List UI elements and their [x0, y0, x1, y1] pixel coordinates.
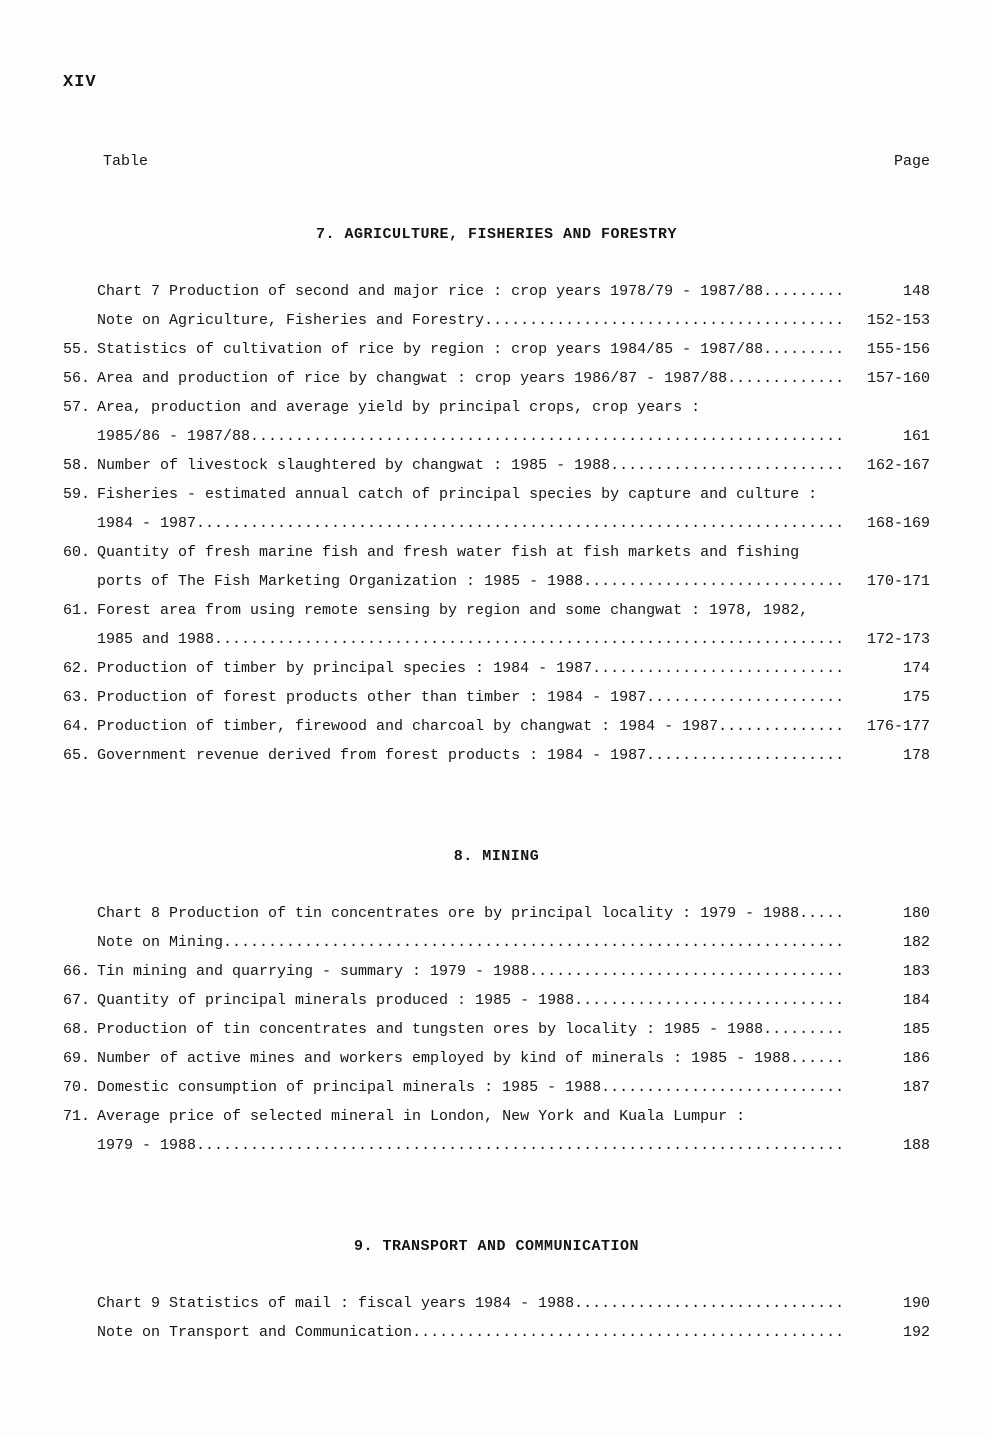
entry-text: Statistics of cultivation of rice by region : crop years 1984/85 - 1987/88 — [97, 341, 764, 358]
entry-number: 68. — [63, 1021, 91, 1038]
entry-text: Tin mining and quarrying - summary : 1979 - 1988 — [97, 963, 530, 980]
toc-row — [63, 1015, 930, 1044]
entry-page-number: 157-160 — [866, 370, 930, 387]
dot-leader — [763, 277, 842, 306]
dot-leader — [196, 509, 842, 538]
entry-page-number: 187 — [902, 1079, 930, 1096]
entry-number: 60. — [63, 544, 91, 561]
entry-page-number: 161 — [902, 428, 930, 445]
entry-page-number: 185 — [902, 1021, 930, 1038]
section-entries — [63, 277, 930, 770]
section-heading: 7. AGRICULTURE, FISHERIES AND FORESTRY — [315, 226, 678, 243]
entry-text: Chart 9 Statistics of mail : fiscal years 1984 - 1988 — [97, 1295, 575, 1312]
dot-leader — [529, 957, 842, 986]
entry-number: 70. — [63, 1079, 91, 1096]
entry-text: Area and production of rice by changwat : crop years 1986/87 - 1987/88 — [97, 370, 728, 387]
toc-row — [63, 480, 930, 509]
dot-leader — [799, 899, 842, 928]
entry-text: Domestic consumption of principal minerals : 1985 - 1988 — [97, 1079, 602, 1096]
entry-text: Production of forest products other than timber : 1984 - 1987 — [97, 689, 647, 706]
entry-page-number: 182 — [902, 934, 930, 951]
entry-text: Area, production and average yield by principal crops, crop years : — [97, 399, 701, 416]
entry-page-number: 192 — [902, 1324, 930, 1341]
entry-number: 58. — [63, 457, 91, 474]
toc-section — [63, 220, 930, 770]
toc-row — [63, 451, 930, 480]
entry-page-number: 178 — [902, 747, 930, 764]
dot-leader — [214, 625, 842, 654]
entry-text: Chart 8 Production of tin concentrates ore by principal locality : 1979 - 1988 — [97, 905, 800, 922]
entry-number: 56. — [63, 370, 91, 387]
entry-number: 66. — [63, 963, 91, 980]
dot-leader — [574, 986, 842, 1015]
dot-leader — [412, 1318, 842, 1347]
toc-row — [63, 899, 930, 928]
section-entries — [63, 899, 930, 1160]
entry-number: 59. — [63, 486, 91, 503]
toc-row — [63, 1131, 930, 1160]
entry-text: Production of timber by principal species : 1984 - 1987 — [97, 660, 593, 677]
toc-row — [63, 306, 930, 335]
folio-page-number: XIV — [63, 73, 97, 92]
entry-text: Government revenue derived from forest products : 1984 - 1987 — [97, 747, 647, 764]
entry-number: 69. — [63, 1050, 91, 1067]
toc-section — [63, 1232, 930, 1347]
entry-text: Production of timber, firewood and charcoal by changwat : 1984 - 1987 — [97, 718, 719, 735]
dot-leader — [727, 364, 842, 393]
entry-text: Note on Transport and Communication — [97, 1324, 413, 1341]
toc-row — [63, 277, 930, 306]
section-heading: 9. TRANSPORT AND COMMUNICATION — [353, 1238, 640, 1255]
toc-row — [63, 1318, 930, 1347]
entry-page-number: 175 — [902, 689, 930, 706]
entry-page-number: 190 — [902, 1295, 930, 1312]
dot-leader — [223, 928, 842, 957]
dot-leader — [250, 422, 842, 451]
toc-row — [63, 1044, 930, 1073]
entry-page-number: 174 — [902, 660, 930, 677]
entry-number: 67. — [63, 992, 91, 1009]
toc-column-headers — [63, 147, 930, 176]
toc-row — [63, 957, 930, 986]
entry-text: Note on Mining — [97, 934, 224, 951]
entry-text: 1984 - 1987 — [97, 515, 197, 532]
entry-text: Number of livestock slaughtered by changwat : 1985 - 1988 — [97, 457, 611, 474]
dot-leader — [583, 567, 842, 596]
table-column-label: Table — [103, 153, 149, 170]
entry-number: 65. — [63, 747, 91, 764]
section-heading: 8. MINING — [453, 848, 540, 865]
toc-section — [63, 842, 930, 1160]
entry-text: 1979 - 1988 — [97, 1137, 197, 1154]
entry-page-number: 170-171 — [866, 573, 930, 590]
entry-text: Number of active mines and workers employed by kind of minerals : 1985 - 1988 — [97, 1050, 791, 1067]
entry-number: 64. — [63, 718, 91, 735]
entry-number: 63. — [63, 689, 91, 706]
toc-row — [63, 1073, 930, 1102]
dot-leader — [610, 451, 842, 480]
entry-text: ports of The Fish Marketing Organization : 1985 - 1988 — [97, 573, 584, 590]
entry-page-number: 188 — [902, 1137, 930, 1154]
dot-leader — [790, 1044, 842, 1073]
toc-row — [63, 567, 930, 596]
entry-text: Quantity of fresh marine fish and fresh water fish at fish markets and fishing — [97, 544, 800, 561]
entry-page-number: 152-153 — [866, 312, 930, 329]
toc-row — [63, 712, 930, 741]
toc-row — [63, 335, 930, 364]
entry-text: 1985 and 1988 — [97, 631, 215, 648]
entry-text: Production of tin concentrates and tungsten ores by locality : 1985 - 1988 — [97, 1021, 764, 1038]
toc-row — [63, 364, 930, 393]
dot-leader — [763, 1015, 842, 1044]
entry-text: Note on Agriculture, Fisheries and Forestry — [97, 312, 485, 329]
dot-leader — [646, 741, 842, 770]
entry-page-number: 162-167 — [866, 457, 930, 474]
dot-leader — [484, 306, 842, 335]
entry-text: Chart 7 Production of second and major rice : crop years 1978/79 - 1987/88 — [97, 283, 764, 300]
section-entries — [63, 1289, 930, 1347]
dot-leader — [592, 654, 842, 683]
entry-number: 62. — [63, 660, 91, 677]
entry-page-number: 155-156 — [866, 341, 930, 358]
entry-number: 61. — [63, 602, 91, 619]
toc-row — [63, 1289, 930, 1318]
dot-leader — [196, 1131, 842, 1160]
entry-page-number: 172-173 — [866, 631, 930, 648]
entry-text: Quantity of principal minerals produced : 1985 - 1988 — [97, 992, 575, 1009]
toc-row — [63, 393, 930, 422]
entry-page-number: 148 — [902, 283, 930, 300]
dot-leader — [601, 1073, 842, 1102]
toc-row — [63, 422, 930, 451]
dot-leader — [763, 335, 842, 364]
toc-row — [63, 596, 930, 625]
toc-row — [63, 1102, 930, 1131]
page-column-label: Page — [893, 153, 930, 170]
table-of-contents — [63, 220, 930, 1347]
entry-page-number: 176-177 — [866, 718, 930, 735]
entry-text: Fisheries - estimated annual catch of principal species by capture and culture : — [97, 486, 818, 503]
entry-page-number: 183 — [902, 963, 930, 980]
entry-number: 57. — [63, 399, 91, 416]
entry-number: 55. — [63, 341, 91, 358]
toc-row — [63, 625, 930, 654]
entry-text: Forest area from using remote sensing by region and some changwat : 1978, 1982, — [97, 602, 809, 619]
toc-row — [63, 509, 930, 538]
toc-row — [63, 928, 930, 957]
entry-page-number: 180 — [902, 905, 930, 922]
toc-row — [63, 986, 930, 1015]
entry-text: Average price of selected mineral in London, New York and Kuala Lumpur : — [97, 1108, 746, 1125]
entry-page-number: 168-169 — [866, 515, 930, 532]
dot-leader — [646, 683, 842, 712]
toc-row — [63, 683, 930, 712]
toc-row — [63, 654, 930, 683]
toc-row — [63, 741, 930, 770]
entry-page-number: 184 — [902, 992, 930, 1009]
dot-leader — [718, 712, 842, 741]
entry-number: 71. — [63, 1108, 91, 1125]
dot-leader — [574, 1289, 842, 1318]
entry-page-number: 186 — [902, 1050, 930, 1067]
entry-text: 1985/86 - 1987/88 — [97, 428, 251, 445]
toc-row — [63, 538, 930, 567]
